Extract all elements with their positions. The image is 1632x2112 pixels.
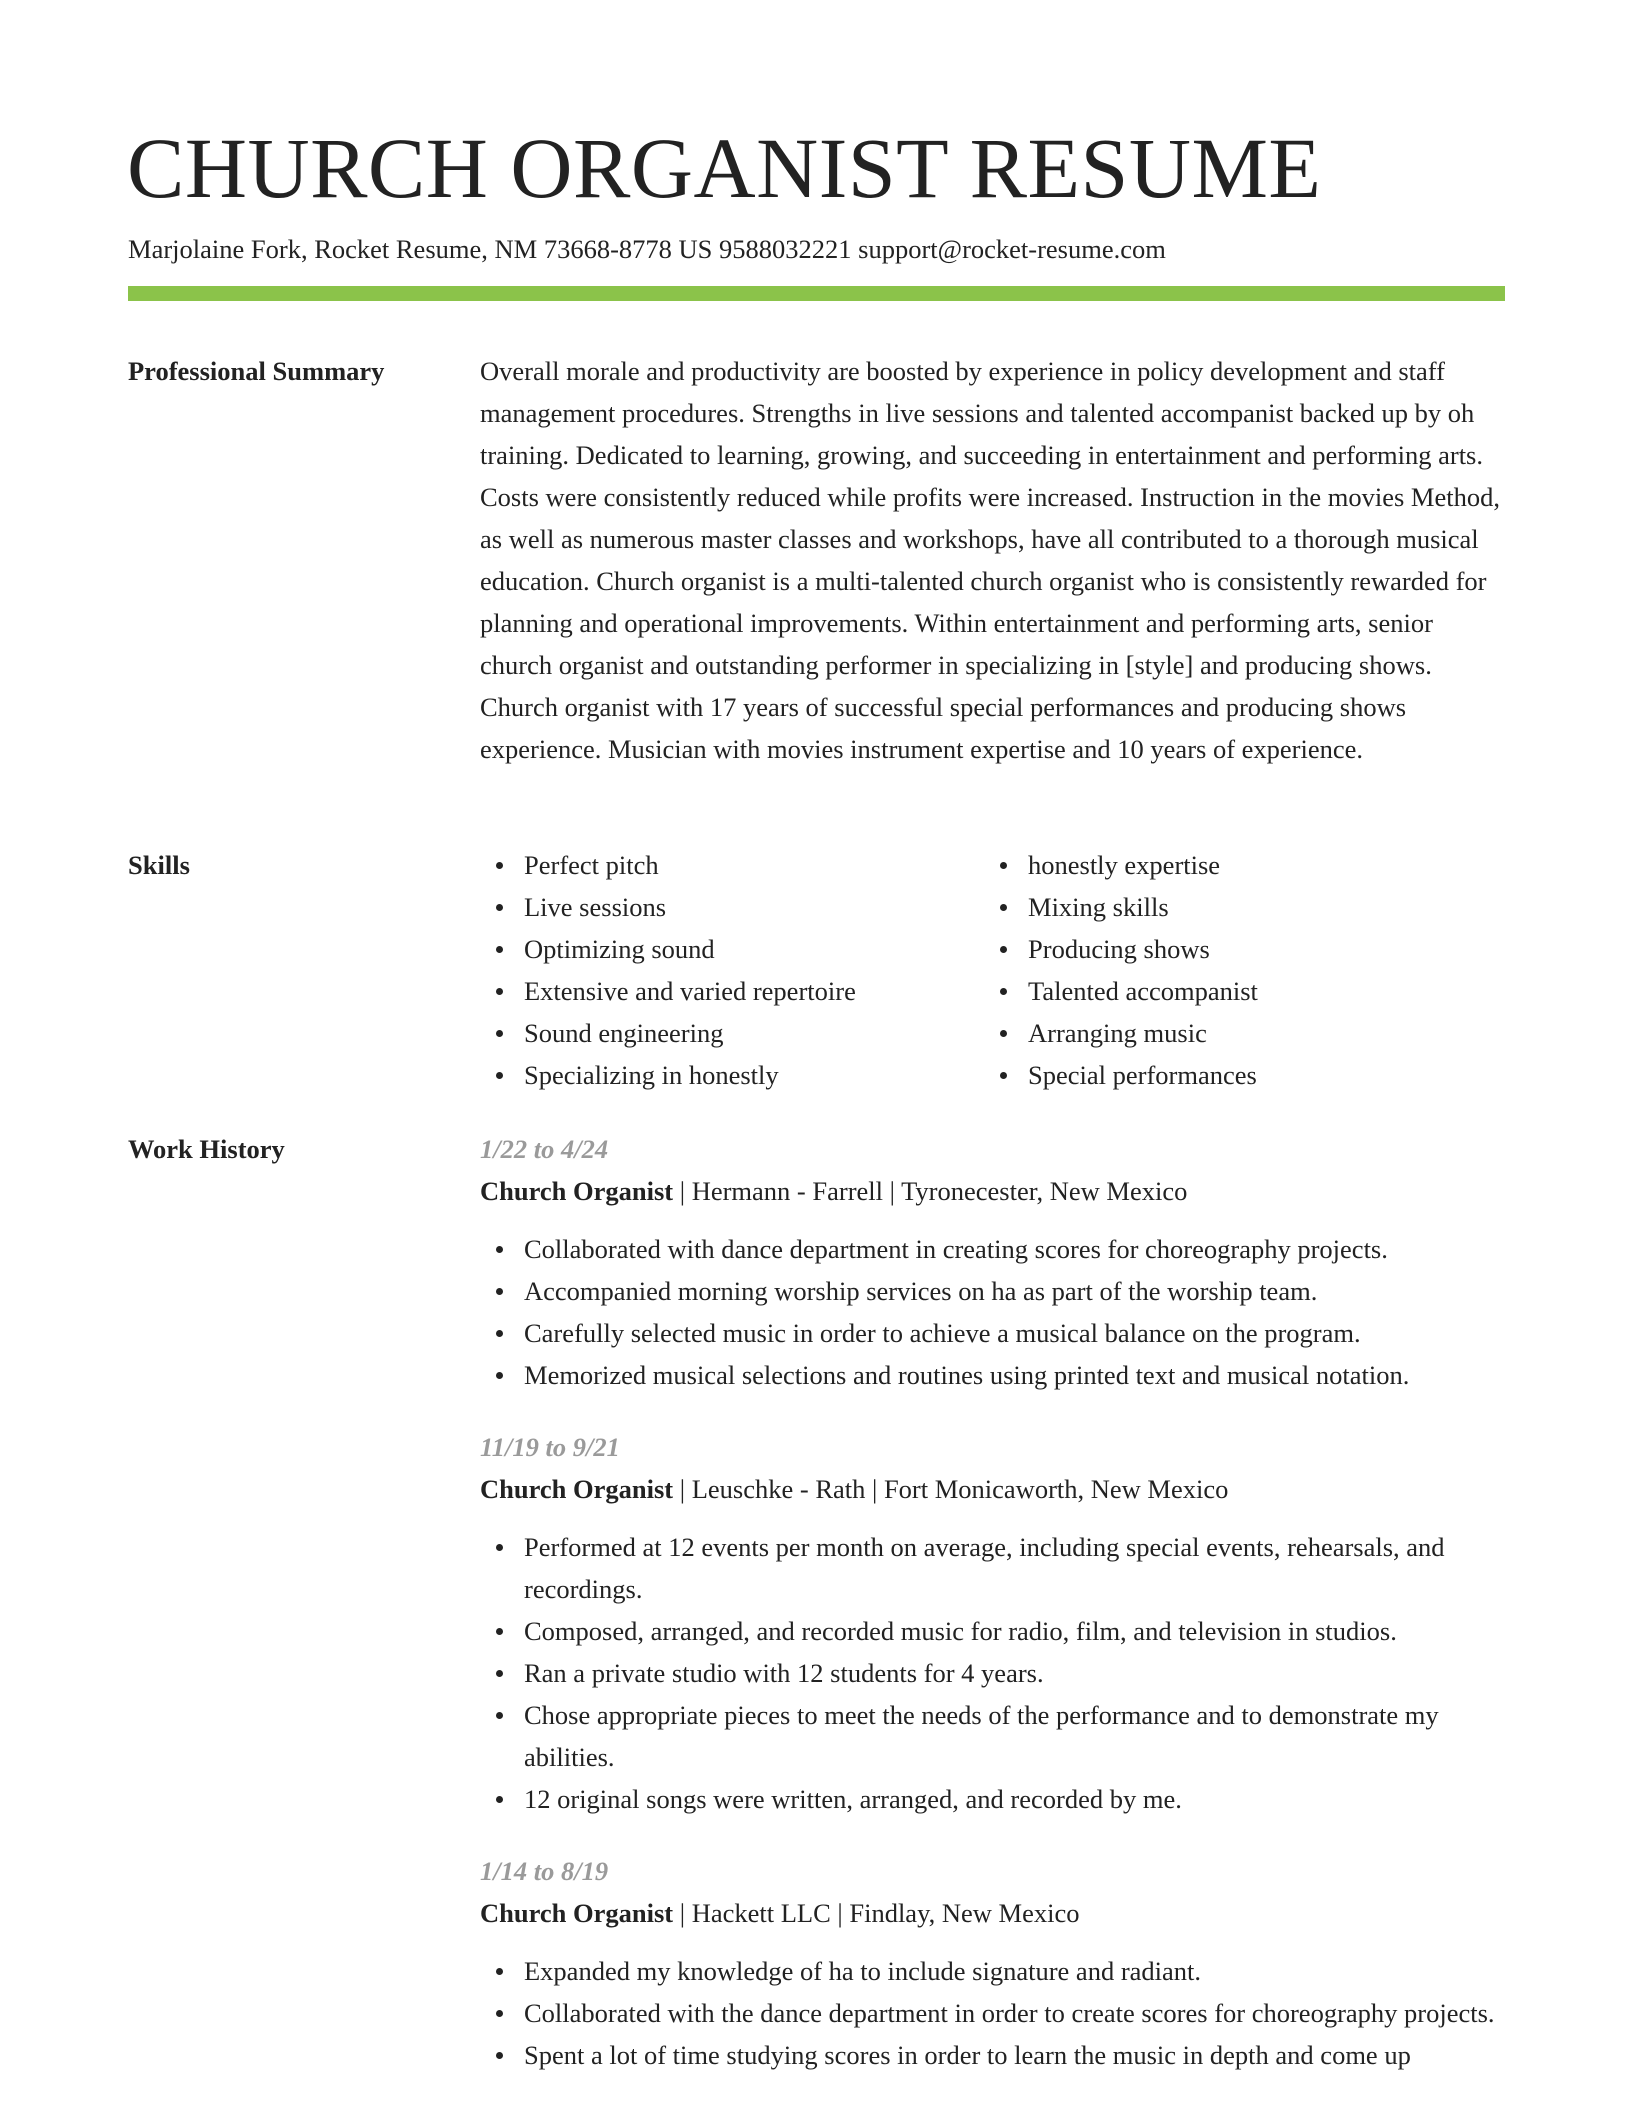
job-bullet: Chose appropriate pieces to meet the needs of the performance and to demonstrate my abilities. — [480, 1694, 1505, 1778]
job-bullet: Collaborated with dance department in creating scores for choreography projects. — [480, 1228, 1505, 1270]
skills-grid — [480, 844, 1505, 1096]
job-bullet: Performed at 12 events per month on average, including special events, rehearsals, and recordings. — [480, 1526, 1505, 1610]
skill-item: Live sessions — [480, 886, 984, 928]
job-bullet: Accompanied morning worship services on ha as part of the worship team. — [480, 1270, 1505, 1312]
skill-item: honestly expertise — [984, 844, 1488, 886]
separator: | — [865, 1474, 884, 1504]
job-role: Church Organist — [480, 1176, 674, 1206]
job-entry — [480, 1850, 1505, 2076]
separator: | — [883, 1176, 902, 1206]
job-dates: 1/14 to 8/19 — [480, 1856, 609, 1886]
job-bullet: Spent a lot of time studying scores in order to learn the music in depth and come up — [480, 2034, 1505, 2076]
job-header — [480, 1170, 1505, 1212]
job-entry — [480, 1128, 1505, 1396]
job-company: Leuschke - Rath — [691, 1474, 866, 1504]
job-bullet: Ran a private studio with 12 students for 4 years. — [480, 1652, 1505, 1694]
work-history-section — [480, 1128, 1505, 2076]
job-role: Church Organist — [480, 1474, 674, 1504]
skill-item: Mixing skills — [984, 886, 1488, 928]
summary-text: Overall morale and productivity are boosted by experience in policy development and staff management procedures. Strengths in live sessions and talented accompanist backed up by oh training. Dedicated to learning, growing, and succeeding in entertainment and performing arts. Costs were consistently reduced while profits were increased. Instruction in the movies Method, as well as numerous master classes and workshops, have all contributed to a thorough musical education. Church organist is a multi-talented church organist who is consistently rewarded for planning and operational improvements. Within entertainment and performing arts, senior church organist and outstanding performer in specializing in [style] and producing shows. Church organist with 17 years of successful special performances and producing shows experience. Musician with movies instrument expertise and 10 years of experience. — [480, 356, 1500, 764]
job-header — [480, 1468, 1505, 1510]
job-bullet: Memorized musical selections and routines using printed text and musical notation. — [480, 1354, 1505, 1396]
separator: | — [830, 1898, 850, 1928]
job-dates: 11/19 to 9/21 — [480, 1432, 620, 1462]
skills-column-right — [984, 844, 1488, 1096]
job-entry — [480, 1426, 1505, 1820]
skills-section — [480, 844, 1505, 1096]
job-bullet: Composed, arranged, and recorded music for radio, film, and television in studios. — [480, 1610, 1505, 1652]
contact-line: Marjolaine Fork, Rocket Resume, NM 73668-8778 US 9588032221 support@rocket-resume.com — [128, 234, 1166, 264]
work-history-label: Work History — [128, 1134, 285, 1164]
job-company: Hackett LLC — [691, 1898, 831, 1928]
skill-item: Talented accompanist — [984, 970, 1488, 1012]
separator: | — [673, 1474, 692, 1504]
skill-item: Sound engineering — [480, 1012, 984, 1054]
job-location: Tyronecester, New Mexico — [901, 1176, 1188, 1206]
accent-divider — [128, 286, 1505, 301]
job-bullet: Expanded my knowledge of ha to include signature and radiant. — [480, 1950, 1505, 1992]
job-bullets — [480, 1526, 1505, 1820]
job-company: Hermann - Farrell — [691, 1176, 884, 1206]
job-dates: 1/22 to 4/24 — [480, 1134, 609, 1164]
job-bullets — [480, 1950, 1505, 2076]
summary-section — [480, 350, 1505, 770]
summary-label: Professional Summary — [128, 356, 385, 386]
separator: | — [673, 1898, 692, 1928]
skill-item: Optimizing sound — [480, 928, 984, 970]
job-bullet: 12 original songs were written, arranged, and recorded by me. — [480, 1778, 1505, 1820]
skill-item: Producing shows — [984, 928, 1488, 970]
job-location: Findlay, New Mexico — [849, 1898, 1080, 1928]
skill-item: Perfect pitch — [480, 844, 984, 886]
resume-title: CHURCH ORGANIST RESUME — [127, 120, 1322, 216]
job-header — [480, 1892, 1505, 1934]
skill-item: Arranging music — [984, 1012, 1488, 1054]
skill-item: Special performances — [984, 1054, 1488, 1096]
separator: | — [673, 1176, 692, 1206]
job-location: Fort Monicaworth, New Mexico — [883, 1474, 1229, 1504]
skills-label: Skills — [128, 850, 190, 880]
skills-column-left — [480, 844, 984, 1096]
skill-item: Extensive and varied repertoire — [480, 970, 984, 1012]
job-role: Church Organist — [480, 1898, 674, 1928]
job-bullet: Carefully selected music in order to achieve a musical balance on the program. — [480, 1312, 1505, 1354]
skill-item: Specializing in honestly — [480, 1054, 984, 1096]
job-bullet: Collaborated with the dance department in order to create scores for choreography projects. — [480, 1992, 1505, 2034]
job-bullets — [480, 1228, 1505, 1396]
